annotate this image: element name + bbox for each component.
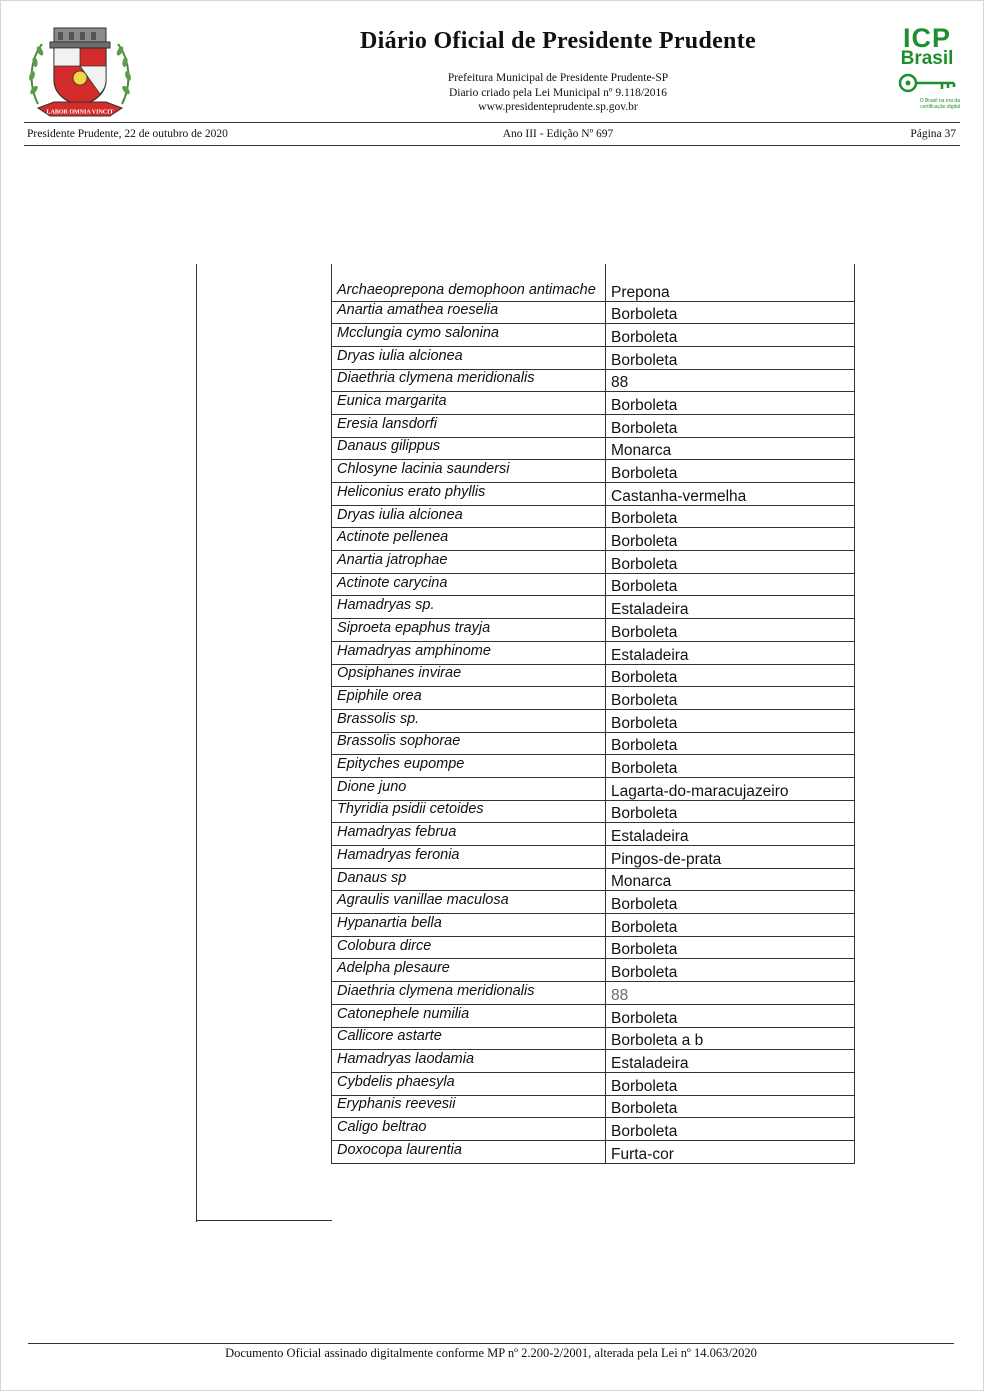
common-name-cell: Prepona [606,264,855,301]
table-row [332,732,855,755]
table-row [332,800,855,823]
table-row [332,551,855,574]
scientific-name-cell: Caligo beltrao [332,1118,606,1141]
common-name-cell: Lagarta-do-maracujazeiro [606,777,855,800]
common-name-cell: Borboleta [606,664,855,687]
icp-brasil-logo [894,23,960,114]
scientific-name-cell: Opsiphanes invirae [332,664,606,687]
scientific-name-cell: Epityches eupompe [332,755,606,778]
common-name-cell: Monarca [606,437,855,460]
table-row [332,573,855,596]
common-name-cell: Borboleta [606,392,855,415]
common-name-cell: Borboleta [606,732,855,755]
key-icon [898,72,958,94]
scientific-name-cell: Eunica margarita [332,392,606,415]
table-row [332,846,855,869]
table-row [332,264,855,301]
table-row [332,483,855,506]
common-name-cell: Borboleta [606,755,855,778]
scientific-name-cell: Agraulis vanillae maculosa [332,891,606,914]
table-row [332,369,855,392]
footer-rule [28,1343,954,1344]
common-name-cell: Estaladeira [606,823,855,846]
table-row [332,1050,855,1073]
scientific-name-cell: Actinote pellenea [332,528,606,551]
table-row [332,1095,855,1118]
scientific-name-cell: Epiphile orea [332,687,606,710]
common-name-cell: Borboleta [606,914,855,937]
table-row [332,528,855,551]
scientific-name-cell: Doxocopa laurentia [332,1140,606,1163]
table-row [332,868,855,891]
common-name-cell: Pingos-de-prata [606,846,855,869]
publisher-info [320,71,796,115]
scientific-name-cell: Eryphanis reevesii [332,1095,606,1118]
table-row [332,777,855,800]
table-row [332,1004,855,1027]
scientific-name-cell: Brassolis sp. [332,709,606,732]
scientific-name-cell: Hamadryas amphinome [332,641,606,664]
common-name-cell: Borboleta [606,1072,855,1095]
edition-info: Ano III - Edição Nº 697 [502,128,614,140]
table-outer-left-border [196,264,197,1222]
species-table-body [332,264,855,1163]
scientific-name-cell: Heliconius erato phyllis [332,483,606,506]
common-name-cell: Borboleta [606,800,855,823]
table-row [332,346,855,369]
scientific-name-cell: Eresia lansdorfi [332,414,606,437]
page-number: Página 37 [910,128,956,140]
table-row [332,687,855,710]
scientific-name-cell: Siproeta epaphus trayja [332,619,606,642]
scientific-name-cell: Cybdelis phaesyla [332,1072,606,1095]
publisher-line: Prefeitura Municipal de Presidente Prudente-SP [447,72,669,84]
digital-signature-note: Documento Oficial assinado digitalmente conforme MP nº 2.200-2/2001, alterada pela Lei nº 14.063/2020 [225,1346,757,1360]
icp-tagline: O Brasil na era da certificação digital [919,98,960,110]
scientific-name-cell: Mcclungia cymo salonina [332,324,606,347]
table-row [332,982,855,1005]
scientific-name-cell: Dione juno [332,777,606,800]
scientific-name-cell: Dryas iulia alcionea [332,505,606,528]
table-row [332,505,855,528]
header-rule-bottom [24,145,960,146]
common-name-cell: Estaladeira [606,596,855,619]
common-name-cell: Borboleta a b [606,1027,855,1050]
table-row [332,641,855,664]
common-name-cell: Borboleta [606,346,855,369]
table-row [332,301,855,324]
header-rule-top [24,122,960,123]
table-row [332,1072,855,1095]
common-name-cell: Borboleta [606,414,855,437]
table-row [332,823,855,846]
table-row [332,414,855,437]
scientific-name-cell: Archaeoprepona demophoon antimache [332,264,606,301]
city-coat-of-arms [24,24,136,120]
table-row [332,1027,855,1050]
common-name-cell: Borboleta [606,1004,855,1027]
common-name-cell: Borboleta [606,936,855,959]
table-row [332,1140,855,1163]
common-name-cell: Borboleta [606,1095,855,1118]
scientific-name-cell: Callicore astarte [332,1027,606,1050]
scientific-name-cell: Dryas iulia alcionea [332,346,606,369]
table-row [332,619,855,642]
common-name-cell: Borboleta [606,301,855,324]
common-name-cell: Borboleta [606,1118,855,1141]
scientific-name-cell: Brassolis sophorae [332,732,606,755]
table-row [332,392,855,415]
place-date: Presidente Prudente, 22 de outubro de 2020 [27,128,228,140]
table-row [332,437,855,460]
table-outer-bottom-border [196,1220,332,1221]
common-name-cell: 88 [606,369,855,392]
common-name-cell: Borboleta [606,687,855,710]
common-name-cell: Borboleta [606,324,855,347]
common-name-cell: Borboleta [606,528,855,551]
scientific-name-cell: Colobura dirce [332,936,606,959]
common-name-cell: Borboleta [606,551,855,574]
table-row [332,891,855,914]
common-name-cell: Borboleta [606,619,855,642]
common-name-cell: Borboleta [606,891,855,914]
table-row [332,936,855,959]
table-row [332,959,855,982]
scientific-name-cell: Danaus sp [332,868,606,891]
crest-motto: LABOR OMNIA VINCIT [46,109,114,116]
scientific-name-cell: Hypanartia bella [332,914,606,937]
table-row [332,596,855,619]
scientific-name-cell: Chlosyne lacinia saundersi [332,460,606,483]
common-name-cell: Borboleta [606,505,855,528]
scientific-name-cell: Anartia amathea roeselia [332,301,606,324]
icp-line2: Brasil [900,48,954,69]
table-row [332,709,855,732]
scientific-name-cell: Danaus gilippus [332,437,606,460]
table-row [332,755,855,778]
scientific-name-cell: Hamadryas feronia [332,846,606,869]
table-row [332,914,855,937]
common-name-cell: Estaladeira [606,641,855,664]
common-name-cell: 88 [606,982,855,1005]
table-row [332,324,855,347]
scientific-name-cell: Diaethria clymena meridionalis [332,982,606,1005]
common-name-cell: Borboleta [606,460,855,483]
scientific-name-cell: Hamadryas sp. [332,596,606,619]
species-table [331,264,855,1164]
scientific-name-cell: Thyridia psidii cetoides [332,800,606,823]
common-name-cell: Furta-cor [606,1140,855,1163]
common-name-cell: Borboleta [606,959,855,982]
law-line: Diario criado pela Lei Municipal nº 9.118/2016 [448,86,668,99]
scientific-name-cell: Anartia jatrophae [332,551,606,574]
scientific-name-cell: Hamadryas laodamia [332,1050,606,1073]
scientific-name-cell: Hamadryas februa [332,823,606,846]
common-name-cell: Borboleta [606,709,855,732]
common-name-cell: Borboleta [606,573,855,596]
icp-line1: ICP [902,23,951,53]
common-name-cell: Castanha-vermelha [606,483,855,506]
common-name-cell: Monarca [606,868,855,891]
table-row [332,460,855,483]
gazette-title: Diário Oficial de Presidente Prudente [360,28,756,54]
table-row [332,1118,855,1141]
common-name-cell: Estaladeira [606,1050,855,1073]
website-link[interactable]: www.presidenteprudente.sp.gov.br [478,101,638,113]
scientific-name-cell: Adelpha plesaure [332,959,606,982]
icp-wordmark [894,23,960,69]
scientific-name-cell: Catonephele numilia [332,1004,606,1027]
table-row [332,664,855,687]
scientific-name-cell: Actinote carycina [332,573,606,596]
scientific-name-cell: Diaethria clymena meridionalis [332,369,606,392]
